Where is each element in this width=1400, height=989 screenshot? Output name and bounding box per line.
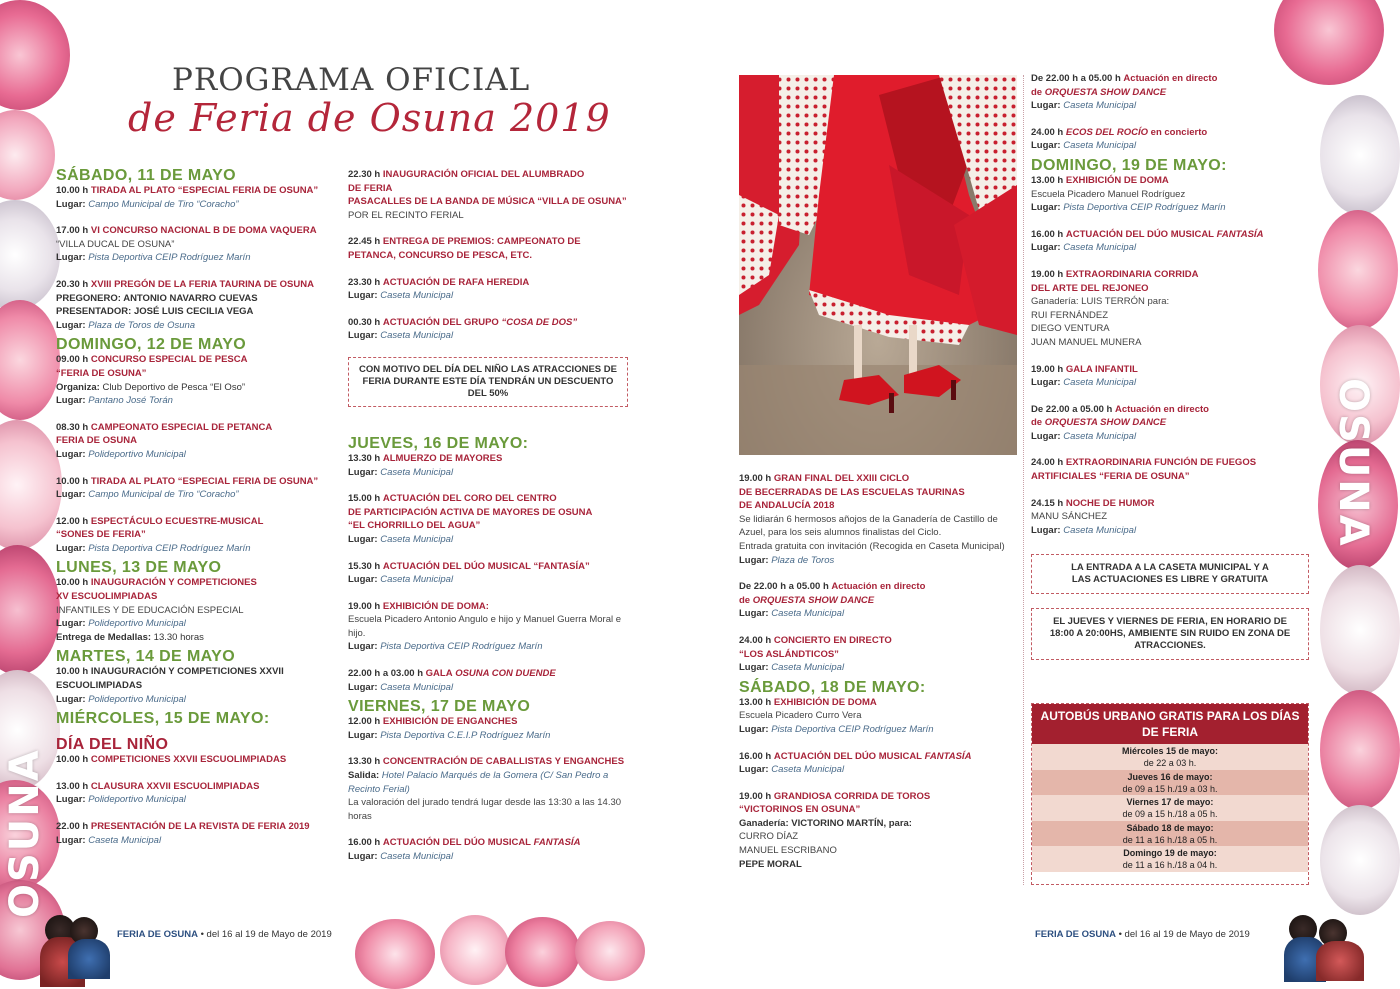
- event-entry: 24.15 h NOCHE DE HUMOR MANU SÁNCHEZ Lugar: Caseta Municipal: [1031, 497, 1155, 536]
- bus-row: Viernes 17 de mayo: de 09 a 15 h./18 a 05 h.: [1032, 795, 1308, 821]
- event-entry: 17.00 h VI CONCURSO NACIONAL B DE DOMA VAQUERA “VILLA DUCAL DE OSUNA” Lugar: Pista Deportiva CEIP Rodríguez Marín: [56, 225, 317, 264]
- event-entry: 19.00 h EXHIBICIÓN DE DOMA: Escuela Picadero Antonio Angulo e hijo y Manuel Guerra Moral e hijo. Lugar: Pista Deportiva CEIP Rodríguez Marín: [348, 600, 622, 653]
- day-heading: DOMINGO, 19 DE MAYO:: [1031, 156, 1227, 174]
- day-heading: MARTES, 14 DE MAYO: [56, 648, 236, 666]
- bus-row: Sábado 18 de mayo: de 11 a 16 h./18 a 05 h.: [1032, 821, 1308, 847]
- schedule-column-4: [1031, 72, 1316, 660]
- footer-left: FERIA DE OSUNA • del 16 al 19 de Mayo de 2019: [117, 929, 332, 940]
- event-entry: 09.00 h CONCURSO ESPECIAL DE PESCA “FERIA DE OSUNA” Organiza: Club Deportivo de Pesca “El Oso” Lugar: Pantano José Torán: [56, 354, 248, 407]
- free-bus-schedule: [1031, 703, 1309, 885]
- event-entry: 19.00 h GALA INFANTIL Lugar: Caseta Municipal: [1031, 363, 1138, 389]
- event-entry: 08.30 h CAMPEONATO ESPECIAL DE PETANCA FERIA DE OSUNA Lugar: Polideportivo Municipal: [56, 421, 273, 460]
- day-heading: MIÉRCOLES, 15 DE MAYO:: [56, 710, 270, 728]
- day-heading: SÁBADO, 11 DE MAYO: [56, 167, 236, 184]
- event-entry: 00.30 h ACTUACIÓN DEL GRUPO “COSA DE DOS” Lugar: Caseta Municipal: [348, 316, 578, 342]
- flamenco-dance-illustration: [739, 75, 1017, 455]
- event-entry: 22.00 h a 03.00 h GALA OSUNA CON DUENDE Lugar: Caseta Municipal: [348, 668, 556, 693]
- day-heading: LUNES, 13 DE MAYO: [56, 559, 222, 577]
- event-entry: 13.30 h ALMUERZO DE MAYORES Lugar: Caseta Municipal: [348, 452, 503, 478]
- day-heading: SÁBADO, 18 DE MAYO:: [739, 678, 926, 696]
- right-floral-border: [1330, 0, 1376, 967]
- left-floral-border: [0, 0, 48, 967]
- program-title: PROGRAMA OFICIAL: [172, 62, 531, 98]
- event-entry: De 22.00 a 05.00 h Actuación en directo de ORQUESTA SHOW DANCE Lugar: Caseta Municipal: [1031, 403, 1209, 442]
- event-entry: 16.00 h ACTUACIÓN DEL DÚO MUSICAL FANTASÍA Lugar: Caseta Municipal: [739, 750, 972, 776]
- schedule-column-1: [56, 165, 331, 860]
- event-entry: 23.30 h ACTUACIÓN DE RAFA HEREDIA Lugar: Caseta Municipal: [348, 276, 530, 302]
- event-entry: 20.30 h XVIII PREGÓN DE LA FERIA TAURINA DE OSUNA PREGONERO: ANTONIO NAVARRO CUEVAS PRESENTADOR: JOSÉ LUIS CECILIA VEGA Lugar: Plaza de Toros de Osuna: [56, 278, 314, 331]
- event-entry: 10.00 h TIRADA AL PLATO “ESPECIAL FERIA DE OSUNA” Lugar: Campo Municipal de Tiro “Coracho”: [56, 185, 319, 210]
- day-heading: JUEVES, 16 DE MAYO:: [348, 434, 529, 452]
- event-entry: 24.00 h CONCIERTO EN DIRECTO “LOS ASLÁNDTICOS” Lugar: Caseta Municipal: [739, 634, 892, 674]
- bus-schedule-title: AUTOBÚS URBANO GRATIS PARA LOS DÍAS DE FERIA: [1032, 704, 1308, 744]
- event-entry: 15.30 h ACTUACIÓN DEL DÚO MUSICAL “FANTASÍA” Lugar: Caseta Municipal: [348, 560, 590, 586]
- event-entry: 10.00 h INAUGURACIÓN Y COMPETICIONES XV ESCUOLIMPIADAS INFANTILES Y DE EDUCACIÓN ESPECIAL Lugar: Polideportivo Municipal Entrega de Medallas: 13.30 horas: [56, 577, 257, 643]
- event-entry: 24.00 h EXTRAORDINARIA FUNCIÓN DE FUEGOS ARTIFICIALES “FERIA DE OSUNA”: [1031, 457, 1257, 483]
- event-entry: 19.00 h GRAN FINAL DEL XXIII CICLO DE BECERRADAS DE LAS ESCUELAS TAURINAS DE ANDALUCÍA 2018 Se lidiarán 6 hermosos añojos de la Ganadería de Castillo de Azuel, para los seis alumnos finalistas del Ciclo. Entrada gratuita con invitación (Recogida en Caseta Municipal) Lugar: Plaza de Toros: [739, 473, 1005, 566]
- event-entry: 10.00 h TIRADA AL PLATO “ESPECIAL FERIA DE OSUNA” Lugar: Campo Municipal de Tiro “Coracho”: [56, 475, 319, 501]
- schedule-column-3: [739, 472, 1024, 884]
- column-divider: [1023, 75, 1024, 885]
- bus-row: Jueves 16 de mayo: de 09 a 15 h./19 a 03 h.: [1032, 770, 1308, 796]
- event-entry: 10.00 h INAUGURACIÓN Y COMPETICIONES XXVII ESCUOLIMPIADAS Lugar: Polideportivo Municipal: [56, 666, 284, 705]
- bottom-flowers-left: [355, 907, 645, 967]
- flamenco-figures-left: [40, 907, 110, 967]
- event-entry: De 22.00 h a 05.00 h Actuación en directo de ORQUESTA SHOW DANCE Lugar: Caseta Municipal: [739, 581, 926, 620]
- event-entry: 24.00 h ECOS DEL ROCÍO en concierto Lugar: Caseta Municipal: [1031, 126, 1208, 152]
- event-entry: 15.00 h ACTUACIÓN DEL CORO DEL CENTRO DE PARTICIPACIÓN ACTIVA DE MAYORES DE OSUNA “EL CHORRILLO DEL AGUA” Lugar: Caseta Municipal: [348, 493, 593, 545]
- flamenco-figures-right: [1284, 907, 1364, 967]
- event-entry: 12.00 h ESPECTÁCULO ECUESTRE-MUSICAL “SONES DE FERIA” Lugar: Pista Deportiva CEIP Rodríguez Marín: [56, 515, 264, 554]
- osuna-vertical-word-left: OSUNA: [2, 748, 48, 918]
- bus-row: Miércoles 15 de mayo: de 22 a 03 h.: [1032, 744, 1308, 770]
- bus-row: Domingo 19 de mayo: de 11 a 16 h./18 a 04 h.: [1032, 846, 1308, 872]
- event-entry: 16.00 h ACTUACIÓN DEL DÚO MUSICAL FANTASÍA Lugar: Caseta Municipal: [348, 837, 581, 862]
- schedule-column-2: [348, 168, 633, 877]
- event-entry: 13.00 h EXHIBICIÓN DE DOMA Escuela Picadero Manuel Rodríguez Lugar: Pista Deportiva CEIP Rodríguez Marín: [1031, 174, 1226, 214]
- event-entry: 10.00 h COMPETICIONES XXVII ESCUOLIMPIADAS: [56, 754, 287, 766]
- event-entry: 12.00 h EXHIBICIÓN DE ENGANCHES Lugar: Pista Deportiva C.E.I.P Rodríguez Marín: [348, 716, 551, 741]
- day-heading: DOMINGO, 12 DE MAYO: [56, 336, 247, 354]
- free-entry-notice: LA ENTRADA A LA CASETA MUNICIPAL Y A LAS ACTUACIONES ES LIBRE Y GRATUITA: [1031, 554, 1309, 594]
- osuna-vertical-word-right: OSUNA: [1330, 378, 1376, 548]
- footer-right: FERIA DE OSUNA • del 16 al 19 de Mayo de 2019: [1035, 929, 1250, 940]
- quiet-hours-notice: EL JUEVES Y VIERNES DE FERIA, EN HORARIO DE 18:00 A 20:00HS, AMBIENTE SIN RUIDO EN ZONA DE ATRACCIONES.: [1031, 608, 1309, 660]
- event-entry: 13.00 h EXHIBICIÓN DE DOMA Escuela Picadero Curro Vera Lugar: Pista Deportiva CEIP Rodríguez Marín: [739, 696, 934, 735]
- event-entry: 19.00 h EXTRAORDINARIA CORRIDA DEL ARTE DEL REJONEO Ganadería: LUIS TERRÓN para: RUI FERNÁNDEZ DIEGO VENTURA JUAN MANUEL MUNERA: [1031, 268, 1199, 348]
- event-entry: De 22.00 h a 05.00 h Actuación en directo de ORQUESTA SHOW DANCE Lugar: Caseta Municipal: [1031, 73, 1218, 112]
- event-entry: 13.30 h CONCENTRACIÓN DE CABALLISTAS Y ENGANCHES Salida: Hotel Palacio Marqués de la Gomera (C/ San Pedro a Recinto Ferial) La valoración del jurado tendrá lugar desde las 13:30 a las 14.30 horas: [348, 756, 625, 822]
- day-subheading: DÍA DEL NIÑO: [56, 736, 169, 754]
- day-heading: VIERNES, 17 DE MAYO: [348, 698, 531, 716]
- left-page: [0, 0, 682, 967]
- event-entry: 22.30 h INAUGURACIÓN OFICIAL DEL ALUMBRADO DE FERIA PASACALLES DE LA BANDA DE MÚSICA “VILLA DE OSUNA” POR EL RECINTO FERIAL: [348, 169, 627, 221]
- event-entry: 22.00 h PRESENTACIÓN DE LA REVISTA DE FERIA 2019 Lugar: Caseta Municipal: [56, 821, 310, 846]
- event-entry: 16.00 h ACTUACIÓN DEL DÚO MUSICAL FANTASÍA Lugar: Caseta Municipal: [1031, 228, 1264, 254]
- event-entry: 13.00 h CLAUSURA XXVII ESCUOLIMPIADAS Lugar: Polideportivo Municipal: [56, 780, 260, 806]
- event-entry: 22.45 h ENTREGA DE PREMIOS: CAMPEONATO DE PETANCA, CONCURSO DE PESCA, ETC.: [348, 236, 581, 261]
- program-subtitle: de Feria de Osuna 2019: [128, 96, 611, 140]
- event-entry: 19.00 h GRANDIOSA CORRIDA DE TOROS “VICTORINOS EN OSUNA” Ganadería: VICTORINO MARTÍN, para: CURRO DÍAZ MANUEL ESCRIBANO PEPE MORAL: [739, 790, 931, 870]
- discount-notice: CON MOTIVO DEL DÍA DEL NIÑO LAS ATRACCIONES DE FERIA DURANTE ESTE DÍA TENDRÁN UN DESCUENTO DEL 50%: [348, 357, 628, 407]
- flamenco-dance-photo: [739, 75, 1017, 455]
